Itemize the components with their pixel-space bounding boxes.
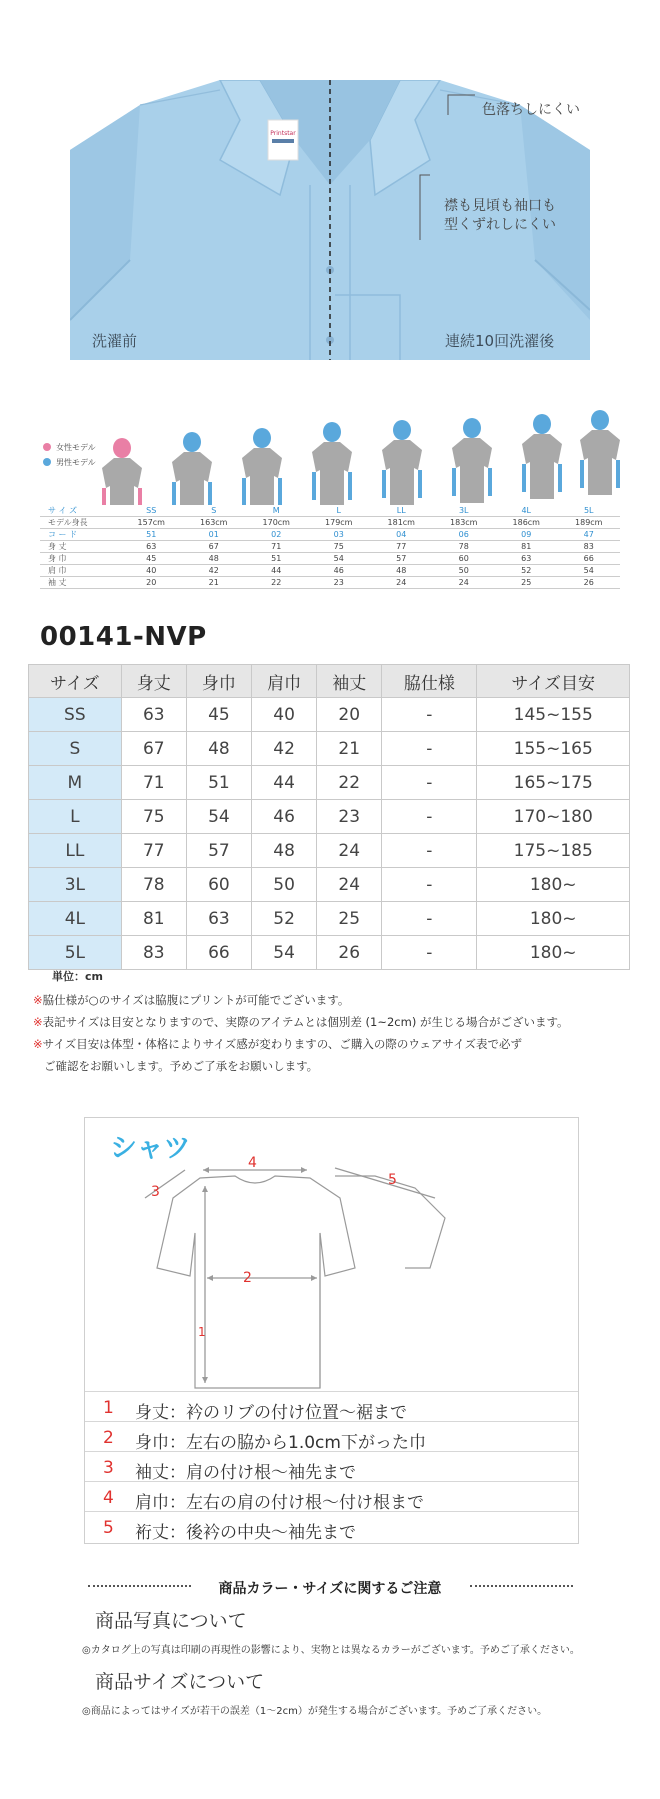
note-mark: ※	[33, 1037, 43, 1051]
after-wash-label: 連続10回洗濯後	[445, 332, 555, 350]
model-spec-cell: S	[183, 505, 246, 517]
model-spec-cell: 81	[495, 541, 558, 553]
size-chart-size-cell: 4L	[29, 902, 122, 936]
size-chart-cell: 45	[186, 698, 251, 732]
size-chart-cell: 78	[121, 868, 186, 902]
model-spec-row	[40, 529, 620, 541]
size-chart-cell: -	[382, 936, 477, 970]
callout-colorfast: 色落ちしにくい	[482, 102, 580, 118]
model-spec-label: 袖 丈	[40, 577, 120, 589]
model-spec-row	[40, 505, 620, 517]
model-spec-cell: 78	[433, 541, 496, 553]
size-chart-cell: 48	[186, 732, 251, 766]
model-spec-cell: 60	[433, 553, 496, 565]
measurement-row	[85, 1391, 578, 1422]
model-spec-cell: 48	[183, 553, 246, 565]
model-spec-cell: 186cm	[495, 517, 558, 529]
size-chart-row	[29, 936, 630, 970]
size-chart-cell: 75	[121, 800, 186, 834]
model-spec-cell: 170cm	[245, 517, 308, 529]
measurement-number: 1	[103, 1398, 114, 1418]
size-note	[44, 1058, 318, 1074]
size-chart-cell: -	[382, 766, 477, 800]
model-spec-cell: 46	[308, 565, 371, 577]
model-spec-cell: SS	[120, 505, 183, 517]
size-chart-cell: 54	[252, 936, 317, 970]
size-chart-cell: 50	[252, 868, 317, 902]
size-chart-cell: -	[382, 800, 477, 834]
notice-title: 商品カラー・サイズに関するご注意	[218, 1581, 442, 1597]
measurement-text: 肩巾：左右の肩の付け根～付け根まで	[135, 1493, 424, 1513]
size-chart-cell: -	[382, 698, 477, 732]
size-chart-size-cell: LL	[29, 834, 122, 868]
model-size-strip	[40, 410, 620, 587]
model-spec-cell: 3L	[433, 505, 496, 517]
model-figure	[382, 420, 422, 505]
model-spec-table	[40, 505, 620, 589]
model-spec-cell: 63	[120, 541, 183, 553]
model-spec-cell: 51	[120, 529, 183, 541]
size-chart-header: 身巾	[186, 665, 251, 698]
model-spec-cell: 24	[370, 577, 433, 589]
size-chart-size-cell: 3L	[29, 868, 122, 902]
model-figure	[102, 438, 142, 505]
photo-notice-text: ◎カタログ上の写真は印刷の再現性の影響により、実物とは異なるカラーがございます。予めご了承ください。	[82, 1645, 580, 1656]
size-chart-cell: 60	[186, 868, 251, 902]
measurement-text: 裄丈：後衿の中央～袖先まで	[135, 1523, 356, 1543]
size-chart-cell: 40	[252, 698, 317, 732]
size-notice-heading: 商品サイズについて	[95, 1671, 265, 1693]
size-chart-size-cell: S	[29, 732, 122, 766]
model-spec-cell: 01	[183, 529, 246, 541]
diagram-title: シャツ	[110, 1133, 191, 1164]
size-chart-cell: 170~180	[477, 800, 630, 834]
measurement-number: 4	[103, 1488, 114, 1508]
measurement-text: 身巾：左右の脇から1.0cm下がった巾	[135, 1433, 426, 1453]
model-figure	[580, 410, 620, 495]
model-spec-cell: 66	[558, 553, 621, 565]
model-spec-cell: 83	[558, 541, 621, 553]
size-chart-cell: 25	[317, 902, 382, 936]
note-mark: ※	[33, 993, 43, 1007]
size-chart-cell: 63	[121, 698, 186, 732]
size-chart-cell: 23	[317, 800, 382, 834]
arrow-label-1: 1	[198, 1325, 206, 1339]
measurement-row	[85, 1421, 578, 1452]
size-note	[33, 1036, 522, 1052]
model-spec-cell: 48	[370, 565, 433, 577]
model-figure	[452, 418, 492, 503]
model-spec-cell: 189cm	[558, 517, 621, 529]
size-chart-cell: 52	[252, 902, 317, 936]
model-spec-cell: 09	[495, 529, 558, 541]
note-text: ご確認をお願いします。予めご了承をお願いします。	[44, 1059, 319, 1073]
measurement-number: 2	[103, 1428, 114, 1448]
model-spec-cell: 40	[120, 565, 183, 577]
model-spec-cell: 54	[308, 553, 371, 565]
model-spec-cell: 26	[558, 577, 621, 589]
model-spec-cell: 71	[245, 541, 308, 553]
model-spec-label: 身 巾	[40, 553, 120, 565]
size-chart-cell: 26	[317, 936, 382, 970]
size-chart-row	[29, 868, 630, 902]
model-spec-cell: 163cm	[183, 517, 246, 529]
size-chart-row	[29, 834, 630, 868]
legend-female: 女性モデル	[56, 443, 96, 452]
model-spec-cell: 06	[433, 529, 496, 541]
size-chart-table	[28, 664, 630, 970]
model-spec-label: サ イ ズ	[40, 505, 120, 517]
measurement-row	[85, 1451, 578, 1482]
legend-male: 男性モデル	[56, 458, 96, 467]
arrow-label-3: 3	[151, 1184, 160, 1200]
model-spec-cell: 22	[245, 577, 308, 589]
measurement-number: 5	[103, 1518, 114, 1538]
measurement-diagram	[84, 1117, 579, 1544]
model-spec-cell: 02	[245, 529, 308, 541]
model-spec-cell: 67	[183, 541, 246, 553]
measurement-row	[85, 1511, 578, 1542]
photo-notice-heading: 商品写真について	[95, 1610, 247, 1632]
model-spec-label: コ ー ド	[40, 529, 120, 541]
size-chart-header: 袖丈	[317, 665, 382, 698]
before-wash-label: 洗濯前	[92, 332, 138, 350]
size-chart-header: 脇仕様	[382, 665, 477, 698]
model-spec-cell: 24	[433, 577, 496, 589]
size-chart-cell: 66	[186, 936, 251, 970]
size-chart-row	[29, 800, 630, 834]
size-chart-row	[29, 732, 630, 766]
size-chart-cell: 48	[252, 834, 317, 868]
model-spec-cell: 57	[370, 553, 433, 565]
model-spec-cell: 42	[183, 565, 246, 577]
brand-tag-text: Printstar	[270, 130, 296, 137]
size-chart-cell: 67	[121, 732, 186, 766]
arrow-label-4: 4	[248, 1155, 257, 1171]
product-code: 00141-NVP	[40, 622, 207, 652]
size-chart-cell: 46	[252, 800, 317, 834]
size-chart-cell: 54	[186, 800, 251, 834]
size-chart-cell: 180~	[477, 868, 630, 902]
size-chart-cell: 145~155	[477, 698, 630, 732]
size-chart-header-row	[29, 665, 630, 698]
model-spec-row	[40, 553, 620, 565]
size-chart-cell: -	[382, 834, 477, 868]
size-chart-cell: 165~175	[477, 766, 630, 800]
size-chart-cell: 21	[317, 732, 382, 766]
size-note	[33, 992, 349, 1008]
size-chart-size-cell: SS	[29, 698, 122, 732]
size-chart-cell: 51	[186, 766, 251, 800]
model-spec-cell: LL	[370, 505, 433, 517]
size-chart-header: サイズ	[29, 665, 122, 698]
model-figure	[522, 414, 562, 499]
model-spec-cell: 47	[558, 529, 621, 541]
model-figure	[312, 422, 352, 505]
measurement-number: 3	[103, 1458, 114, 1478]
size-note	[33, 1014, 569, 1030]
size-chart-cell: 63	[186, 902, 251, 936]
measurement-text: 身丈：衿のリブの付け位置～裾まで	[135, 1403, 407, 1423]
model-spec-cell: 157cm	[120, 517, 183, 529]
model-spec-cell: 50	[433, 565, 496, 577]
model-spec-label: 肩 巾	[40, 565, 120, 577]
model-spec-cell: 44	[245, 565, 308, 577]
model-spec-label: モデル身長	[40, 517, 120, 529]
model-spec-cell: 179cm	[308, 517, 371, 529]
callout-shape-line1: 襟も見頃も袖口も	[444, 198, 556, 214]
size-chart-size-cell: 5L	[29, 936, 122, 970]
size-chart-row	[29, 766, 630, 800]
size-chart-cell: 180~	[477, 902, 630, 936]
size-chart-cell: 155~165	[477, 732, 630, 766]
model-figure	[172, 432, 212, 505]
model-spec-row	[40, 541, 620, 553]
size-chart-header: サイズ目安	[477, 665, 630, 698]
size-chart-row	[29, 698, 630, 732]
size-chart-cell: -	[382, 732, 477, 766]
model-spec-cell: 77	[370, 541, 433, 553]
size-chart-cell: 77	[121, 834, 186, 868]
size-chart-cell: 175~185	[477, 834, 630, 868]
size-chart-cell: 57	[186, 834, 251, 868]
measurement-text: 袖丈：肩の付け根～袖先まで	[135, 1463, 356, 1483]
size-chart-cell: 22	[317, 766, 382, 800]
arrow-label-2: 2	[243, 1270, 252, 1286]
model-spec-cell: 51	[245, 553, 308, 565]
model-spec-row	[40, 517, 620, 529]
size-chart-size-cell: M	[29, 766, 122, 800]
size-chart-size-cell: L	[29, 800, 122, 834]
note-text: サイズ目安は体型・体格によりサイズ感が変わりますの、ご購入の際のウェアサイズ表で必ず	[42, 1037, 522, 1051]
model-spec-cell: 75	[308, 541, 371, 553]
model-spec-cell: 03	[308, 529, 371, 541]
size-chart-cell: 180~	[477, 936, 630, 970]
model-spec-cell: 21	[183, 577, 246, 589]
model-spec-cell: M	[245, 505, 308, 517]
size-chart-cell: 81	[121, 902, 186, 936]
unit-label: 単位：cm	[52, 970, 103, 983]
size-chart-header: 身丈	[121, 665, 186, 698]
size-chart-cell: 42	[252, 732, 317, 766]
model-spec-cell: 45	[120, 553, 183, 565]
model-spec-cell: 181cm	[370, 517, 433, 529]
size-chart-cell: 71	[121, 766, 186, 800]
model-spec-cell: 04	[370, 529, 433, 541]
size-chart-cell: 83	[121, 936, 186, 970]
size-chart-row	[29, 902, 630, 936]
size-chart-cell: -	[382, 868, 477, 902]
size-chart-cell: 44	[252, 766, 317, 800]
size-chart-header: 肩巾	[252, 665, 317, 698]
model-spec-row	[40, 577, 620, 589]
size-chart-cell: 24	[317, 868, 382, 902]
model-spec-row	[40, 565, 620, 577]
size-chart-cell: -	[382, 902, 477, 936]
model-spec-cell: 25	[495, 577, 558, 589]
model-spec-cell: L	[308, 505, 371, 517]
model-figures	[40, 410, 620, 505]
size-chart-cell: 20	[317, 698, 382, 732]
model-spec-cell: 183cm	[433, 517, 496, 529]
model-spec-label: 身 丈	[40, 541, 120, 553]
arrow-label-5: 5	[388, 1172, 397, 1188]
size-chart-cell: 24	[317, 834, 382, 868]
model-spec-cell: 54	[558, 565, 621, 577]
note-mark: ※	[33, 1015, 43, 1029]
model-spec-cell: 23	[308, 577, 371, 589]
callout-shape-line2: 型くずれしにくい	[444, 217, 556, 233]
size-notice-text: ◎商品によってはサイズが若干の誤差（1～2cm）が発生する場合がございます。予めご了承ください。	[82, 1706, 548, 1717]
model-spec-cell: 20	[120, 577, 183, 589]
model-figure	[242, 428, 282, 505]
note-text: 脇仕様が○のサイズは脇腹にプリントが可能でございます。	[42, 993, 350, 1007]
note-text: 表記サイズは目安となりますので、実際のアイテムとは個別差 (1~2cm) が生じる場合がございます。	[42, 1015, 569, 1029]
model-spec-cell: 4L	[495, 505, 558, 517]
model-spec-cell: 52	[495, 565, 558, 577]
model-spec-cell: 63	[495, 553, 558, 565]
model-spec-cell: 5L	[558, 505, 621, 517]
measurement-row	[85, 1481, 578, 1512]
